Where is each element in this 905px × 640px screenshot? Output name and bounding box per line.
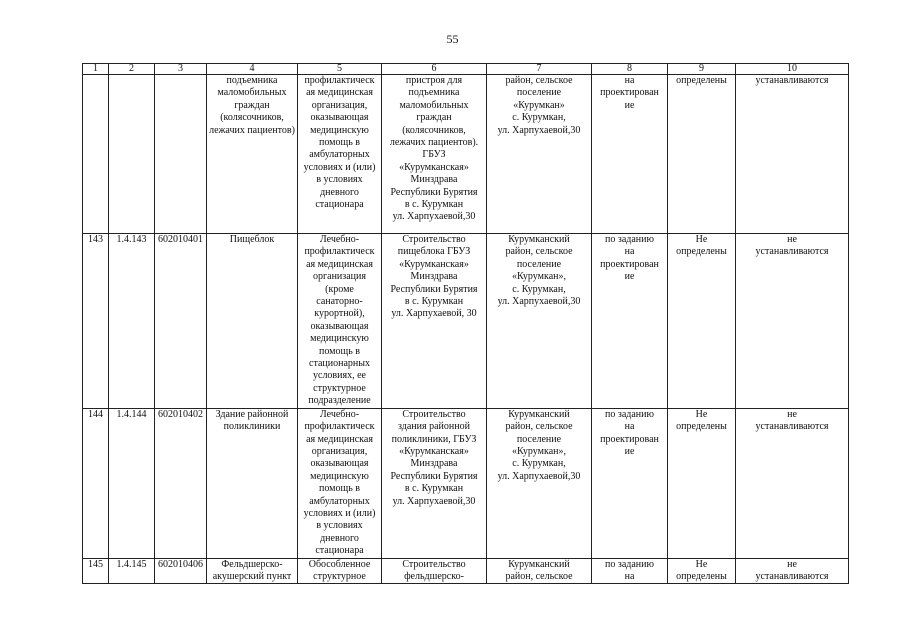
- header-cell-8: 8: [592, 64, 668, 75]
- cell-location: Курумканский район, сельское поселение «Курумкан», с. Курумкан, ул. Харпухаевой,30: [487, 408, 592, 558]
- cell-object-type: Лечебно- профилактическ ая медицинская организация, оказывающая медицинскую помощь в амбулаторных условиях и (или) в условиях дневного стационара: [298, 408, 382, 558]
- cell-code: 602010406: [155, 558, 207, 584]
- cell-index: 1.4.143: [109, 234, 155, 409]
- cell-object-name: подъемника маломобильных граждан (колясочников, лежачих пациентов): [207, 75, 298, 234]
- cell-restrictions: не устанавливаются: [736, 234, 849, 409]
- cell-object-type: профилактическ ая медицинская организация, оказывающая медицинскую помощь в амбулаторных условиях и (или) в условиях дневного стационара: [298, 75, 382, 234]
- page-number: 55: [446, 32, 459, 46]
- cell-restrictions: не устанавливаются: [736, 408, 849, 558]
- cell-object-name: Фельдшерско- акушерский пункт: [207, 558, 298, 584]
- cell-zones: определены: [668, 75, 736, 234]
- cell-zones: Не определены: [668, 408, 736, 558]
- cell-code: 602010402: [155, 408, 207, 558]
- header-cell-7: 7: [487, 64, 592, 75]
- cell-number: 143: [83, 234, 109, 409]
- cell-characteristics: по заданию на: [592, 558, 668, 584]
- cell-index: [109, 75, 155, 234]
- cell-purpose: Строительство здания районной поликлиники, ГБУЗ «Курумканская» Минздрава Республики Бурятия в с. Курумкан ул. Харпухаевой,30: [382, 408, 487, 558]
- cell-restrictions: не устанавливаются: [736, 558, 849, 584]
- cell-location: район, сельское поселение «Курумкан» с. Курумкан, ул. Харпухаевой,30: [487, 75, 592, 234]
- cell-purpose: Строительство фельдшерско-: [382, 558, 487, 584]
- cell-object-name: Пищеблок: [207, 234, 298, 409]
- table-row-145: [83, 558, 849, 584]
- cell-purpose: Строительство пищеблока ГБУЗ «Курумканская» Минздрава Республики Бурятия в с. Курумкан ул. Харпухаевой, 30: [382, 234, 487, 409]
- cell-location: Курумканский район, сельское поселение «Курумкан», с. Курумкан, ул. Харпухаевой,30: [487, 234, 592, 409]
- cell-object-type: Обособленное структурное: [298, 558, 382, 584]
- header-cell-4: 4: [207, 64, 298, 75]
- cell-object-name: Здание районной поликлиники: [207, 408, 298, 558]
- table-row-144: [83, 408, 849, 558]
- header-row: [83, 64, 849, 75]
- cell-index: 1.4.145: [109, 558, 155, 584]
- cell-zones: Не определены: [668, 234, 736, 409]
- cell-number: 145: [83, 558, 109, 584]
- cell-code: [155, 75, 207, 234]
- cell-purpose: пристроя для подъемника маломобильных граждан (колясочников, лежачих пациентов). ГБУЗ «Курумканская» Минздрава Республики Бурятия в с. Курумкан ул. Харпухаевой,30: [382, 75, 487, 234]
- header-cell-3: 3: [155, 64, 207, 75]
- header-cell-6: 6: [382, 64, 487, 75]
- cell-code: 602010401: [155, 234, 207, 409]
- header-cell-9: 9: [668, 64, 736, 75]
- cell-restrictions: устанавливаются: [736, 75, 849, 234]
- cell-zones: Не определены: [668, 558, 736, 584]
- header-cell-1: 1: [83, 64, 109, 75]
- cell-characteristics: по заданию на проектирован ие: [592, 234, 668, 409]
- cell-characteristics: на проектирован ие: [592, 75, 668, 234]
- header-cell-10: 10: [736, 64, 849, 75]
- header-cell-2: 2: [109, 64, 155, 75]
- table-row-continuation: [83, 75, 849, 234]
- cell-object-type: Лечебно- профилактическ ая медицинская организация (кроме санаторно- курортной), оказывающая медицинскую помощь в стационарных условиях, ее структурное подразделение: [298, 234, 382, 409]
- cell-number: [83, 75, 109, 234]
- cell-number: 144: [83, 408, 109, 558]
- register-table: [82, 63, 849, 584]
- table-row-143: [83, 234, 849, 409]
- cell-characteristics: по заданию на проектирован ие: [592, 408, 668, 558]
- cell-location: Курумканский район, сельское: [487, 558, 592, 584]
- cell-index: 1.4.144: [109, 408, 155, 558]
- header-cell-5: 5: [298, 64, 382, 75]
